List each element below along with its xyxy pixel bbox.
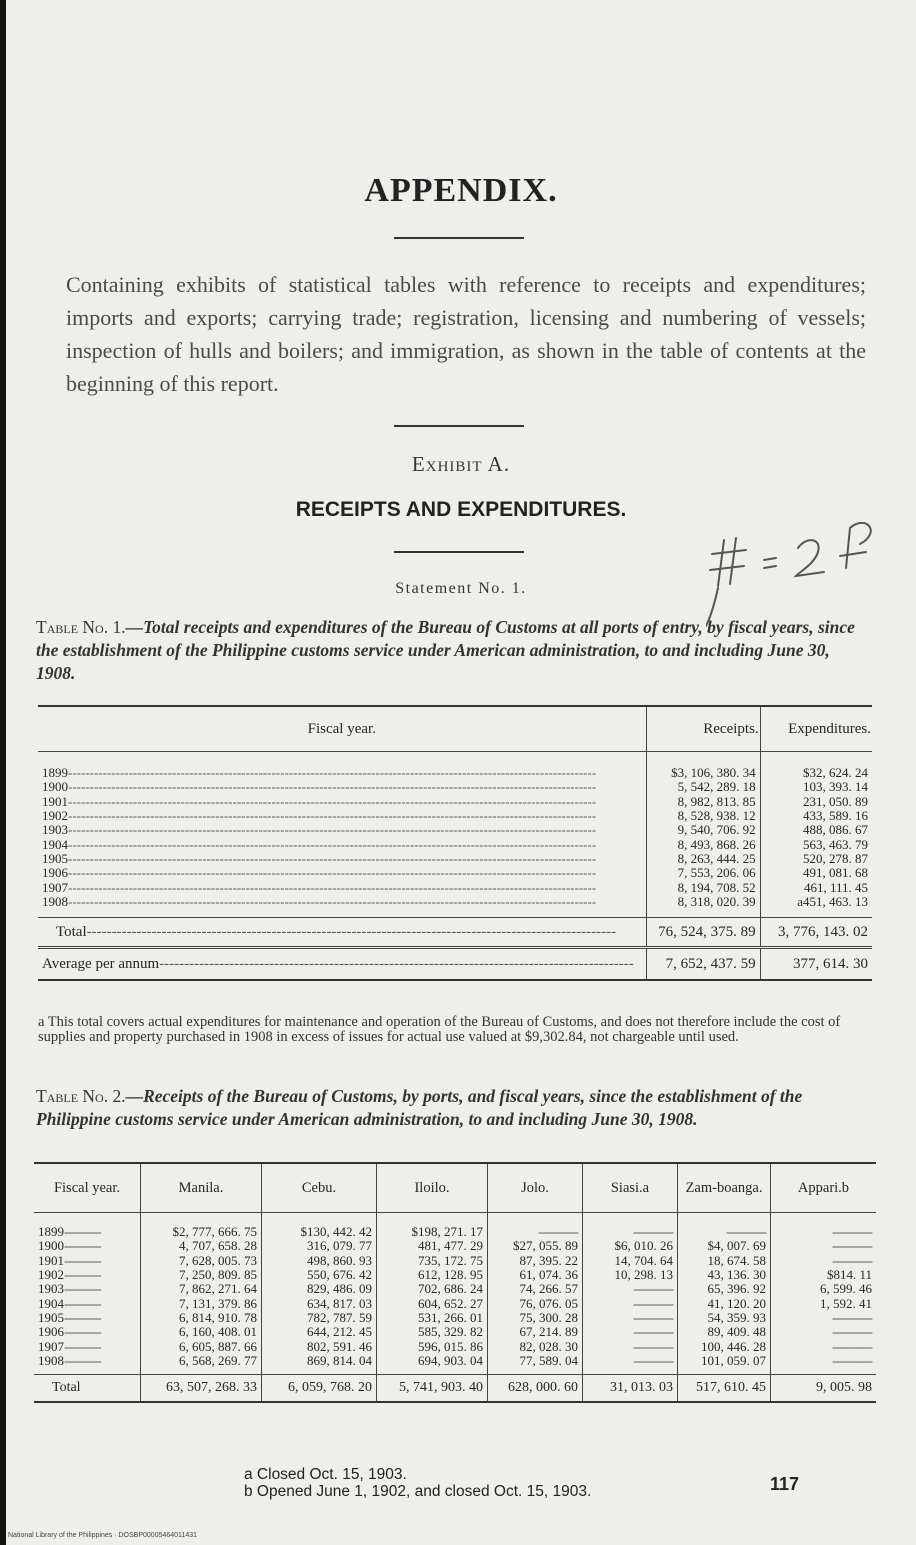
empty-cell-dashes: ------------ [633,1324,673,1340]
table-row [34,1311,876,1325]
manila-cell: 6, 605, 887. 66 [141,1339,262,1353]
year-cell: 1908 [42,893,68,909]
divider [394,237,524,239]
receipts-cell: 9, 540, 706. 92 [646,823,760,837]
table2-caption-text: —Receipts of the Bureau of Customs, by ports, and fiscal years, since the establishment of the Philippine customs service under American administration, to and including June 30, 1908. [36,1086,803,1129]
expenditures-cell: 103, 393. 14 [760,780,872,794]
empty-cell-dashes: ------------ [832,1309,872,1325]
iloilo-cell: 531, 266. 01 [377,1311,488,1325]
header-cebu: Cebu. [262,1163,377,1213]
year-label: 1906 [38,1324,64,1340]
zamboanga-cell: 100, 446. 28 [678,1339,771,1353]
iloilo-cell: 702, 686. 24 [377,1282,488,1296]
year-label: 1905 [38,1309,64,1325]
manila-cell: 6, 568, 269. 77 [141,1354,262,1375]
expenditures-cell: 231, 050. 89 [760,795,872,809]
siasi-cell: $6, 010. 26 [583,1239,678,1253]
table-row: 1901-------------------------------------------------------------------------------------------------------------------------- 8, 982, 813. 85 231, 050. 89 [38,795,872,809]
empty-cell-dashes: ------------ [538,1224,578,1240]
empty-cell-dashes: ------------ [633,1338,673,1354]
table-row: 1904-------------------------------------------------------------------------------------------------------------------------- 8, 493, 868. 26 563, 463. 79 [38,837,872,851]
expenditures-cell: 520, 278. 87 [760,852,872,866]
average-expenditures: 377, 614. 30 [760,947,872,980]
total-row: Total---------------------------------------------------------------------------------------------------------- 76, 524, 375. 89 3, 776, 143. 02 [38,917,872,947]
statement-heading: Statement No. 1. [395,580,527,597]
zamboanga-cell: 54, 359. 93 [678,1311,771,1325]
year-cell: 1903 [42,822,68,838]
appari-cell: $814. 11 [771,1268,877,1282]
siasi-cell [583,1296,678,1310]
header-zamboanga: Zam-boanga. [678,1163,771,1213]
average-receipts: 7, 652, 437. 59 [646,947,760,980]
empty-cell-dashes: ------------ [832,1352,872,1368]
manila-cell: 6, 814, 910. 78 [141,1311,262,1325]
iloilo-cell: 604, 652. 27 [377,1296,488,1310]
cebu-cell: 829, 486. 09 [262,1282,377,1296]
footnote-a: a Closed Oct. 15, 1903. [244,1466,407,1483]
appari-cell [771,1339,877,1353]
header-fiscal-year: Fiscal year. [34,1163,141,1213]
expenditures-cell: 433, 589. 16 [760,809,872,823]
cebu-cell: 498, 860. 93 [262,1254,377,1268]
table-row: 1903-------------------------------------------------------------------------------------------------------------------------- 9, 540, 706. 92 488, 086. 67 [38,823,872,837]
cebu-cell: 634, 817. 03 [262,1296,377,1310]
year-label: 1902 [38,1267,64,1283]
year-cell: 1899----------- [38,1224,101,1240]
siasi-cell: 14, 704. 64 [583,1254,678,1268]
year-cell: 1901----------- [38,1252,101,1268]
iloilo-cell: 694, 903. 04 [377,1354,488,1375]
siasi-cell [583,1311,678,1325]
table-row [34,1282,876,1296]
appari-cell [771,1311,877,1325]
table-row [34,1213,876,1240]
total-manila-cell: 63, 507, 268. 33 [141,1374,262,1402]
empty-cell-dashes: ------------ [633,1224,673,1240]
zamboanga-cell: 101, 059. 07 [678,1354,771,1375]
siasi-cell [583,1213,678,1240]
year-cell: 1903----------- [38,1281,101,1297]
expenditures-cell: 461, 111. 45 [760,880,872,894]
table-row [34,1325,876,1339]
empty-cell-dashes: ------------ [633,1309,673,1325]
document-page [6,0,916,1545]
year-cell: 1900 [42,779,68,795]
receipts-cell: 8, 194, 708. 52 [646,880,760,894]
table-row: 1899-------------------------------------------------------------------------------------------------------------------------- $3, 106, 380. 34 $32, 624. 24 [38,752,872,781]
table-row [34,1239,876,1253]
header-receipts: Receipts. [646,706,760,752]
year-label: 1907 [38,1338,64,1354]
jolo-cell: 87, 395. 22 [488,1254,583,1268]
iloilo-cell: 481, 477. 29 [377,1239,488,1253]
table2-caption [36,1085,866,1131]
table1-caption-label: Table No. 1. [36,617,126,637]
expenditures-cell: $32, 624. 24 [760,752,872,781]
header-iloilo: Iloilo. [377,1163,488,1213]
empty-cell-dashes: ------------ [832,1338,872,1354]
expenditures-cell: 488, 086. 67 [760,823,872,837]
siasi-cell [583,1354,678,1375]
expenditures-cell: a451, 463. 13 [760,895,872,918]
year-cell: 1902 [42,808,68,824]
average-row: Average per annum----------------------------------------------------------------------------------------------- 7, 652, 437. 59 377, 614. 30 [38,947,872,980]
zamboanga-cell [678,1213,771,1240]
cebu-cell: 316, 079. 77 [262,1239,377,1253]
table-row [34,1296,876,1310]
header-jolo: Jolo. [488,1163,583,1213]
table-row: 1907-------------------------------------------------------------------------------------------------------------------------- 8, 194, 708. 52 461, 111. 45 [38,880,872,894]
appari-cell [771,1325,877,1339]
footnote-b: b Opened June 1, 1902, and closed Oct. 15, 1903. [244,1483,592,1500]
page-title: APPENDIX. [364,172,558,209]
manila-cell: 7, 250, 809. 85 [141,1268,262,1282]
year-cell: 1899 [42,765,68,781]
expenditures-cell: 491, 081. 68 [760,866,872,880]
receipts-cell: 8, 263, 444. 25 [646,852,760,866]
table1-caption-text: —Total receipts and expenditures of the Bureau of Customs at all ports of entry, by fiscal years, since the establishment of the Philippine customs service under American administration, to and including June 30, 1908. [36,617,855,683]
appari-cell [771,1354,877,1375]
total-label: Total [34,1374,141,1402]
jolo-cell: 82, 028. 30 [488,1339,583,1353]
jolo-cell: 76, 076. 05 [488,1296,583,1310]
jolo-cell: 61, 074. 36 [488,1268,583,1282]
receipts-cell: 7, 553, 206. 06 [646,866,760,880]
cebu-cell: 869, 814. 04 [262,1354,377,1375]
receipts-cell: 8, 528, 938. 12 [646,809,760,823]
empty-cell-dashes: ------------ [832,1252,872,1268]
receipts-by-port-table [34,1162,876,1403]
appari-cell: 1, 592. 41 [771,1296,877,1310]
manila-cell: 7, 862, 271. 64 [141,1282,262,1296]
table1-footnote: a This total covers actual expenditures for maintenance and operation of the Bureau of Customs, and does not therefore include the cost of supplies and property purchased in 1908 in excess of issues for actual use valued at $9,302.84, not chargeable until used. [38,1014,841,1045]
table-row: 1906-------------------------------------------------------------------------------------------------------------------------- 7, 553, 206. 06 491, 081. 68 [38,866,872,880]
table-row [34,1354,876,1375]
table-row: 1900-------------------------------------------------------------------------------------------------------------------------- 5, 542, 289. 18 103, 393. 14 [38,780,872,794]
year-cell: 1901 [42,793,68,809]
appari-cell [771,1239,877,1253]
year-label: 1901 [38,1252,64,1268]
empty-cell-dashes: ------------ [633,1352,673,1368]
appari-cell [771,1213,877,1240]
appari-cell [771,1254,877,1268]
table2-body [34,1213,876,1402]
header-appari: Appari.b [771,1163,877,1213]
table-row [34,1268,876,1282]
table-row: 1902-------------------------------------------------------------------------------------------------------------------------- 8, 528, 938. 12 433, 589. 16 [38,809,872,823]
header-fiscal-year: Fiscal year. [38,706,646,752]
appari-cell: 6, 599. 46 [771,1282,877,1296]
zamboanga-cell: 43, 136. 30 [678,1268,771,1282]
zamboanga-cell: 18, 674. 58 [678,1254,771,1268]
total-label: Total [56,923,87,940]
siasi-cell [583,1325,678,1339]
receipts-cell: $3, 106, 380. 34 [646,752,760,781]
manila-cell: $2, 777, 666. 75 [141,1213,262,1240]
manila-cell: 7, 628, 005. 73 [141,1254,262,1268]
cebu-cell: 550, 676. 42 [262,1268,377,1282]
average-label: Average per annum [42,955,160,972]
total-appari-cell: 9, 005. 98 [771,1374,877,1402]
table-row [34,1339,876,1353]
zamboanga-cell: $4, 007. 69 [678,1239,771,1253]
manila-cell: 4, 707, 658. 28 [141,1239,262,1253]
receipts-cell: 5, 542, 289. 18 [646,780,760,794]
receipts-cell: 8, 493, 868. 26 [646,837,760,851]
table-row [34,1254,876,1268]
year-cell: 1902----------- [38,1267,101,1283]
receipts-expenditures-table [38,705,872,981]
jolo-cell: 75, 300. 28 [488,1311,583,1325]
zamboanga-cell: 41, 120. 20 [678,1296,771,1310]
iloilo-cell: $198, 271. 17 [377,1213,488,1240]
year-cell: 1907----------- [38,1338,101,1354]
year-cell: 1905 [42,850,68,866]
intro-paragraph: Containing exhibits of statistical tables with reference to receipts and expenditures; imports and exports; carrying trade; registration, licensing and numbering of vessels; inspection of hulls and boilers; and immigration, as shown in the table of contents at the beginning of this report. [66,272,866,396]
empty-cell-dashes: ------------ [633,1295,673,1311]
section-heading: RECEIPTS AND EXPENDITURES. [295,498,627,521]
table2-footnotes [244,1466,591,1500]
handwritten-annotation [706,508,886,628]
year-label: 1903 [38,1281,64,1297]
table-row: 1908-------------------------------------------------------------------------------------------------------------------------- 8, 318, 020. 39 a451, 463. 13 [38,895,872,918]
year-cell: 1906----------- [38,1324,101,1340]
manila-cell: 6, 160, 408. 01 [141,1325,262,1339]
zamboanga-cell: 89, 409. 48 [678,1325,771,1339]
year-label: 1899 [38,1224,64,1240]
year-cell: 1905----------- [38,1309,101,1325]
jolo-cell: 77, 589. 04 [488,1354,583,1375]
siasi-cell [583,1339,678,1353]
empty-cell-dashes: ------------ [633,1281,673,1297]
cebu-cell: $130, 442. 42 [262,1213,377,1240]
total-iloilo-cell: 5, 741, 903. 40 [377,1374,488,1402]
iloilo-cell: 596, 015. 86 [377,1339,488,1353]
header-siasi: Siasi.a [583,1163,678,1213]
zamboanga-cell: 65, 396. 92 [678,1282,771,1296]
siasi-cell [583,1282,678,1296]
iloilo-cell: 585, 329. 82 [377,1325,488,1339]
total-zamboanga-cell: 517, 610. 45 [678,1374,771,1402]
year-cell: 1906 [42,865,68,881]
year-label: 1908 [38,1352,64,1368]
exhibit-heading: Exhibit A. [411,452,511,476]
iloilo-cell: 735, 172. 75 [377,1254,488,1268]
year-cell: 1900----------- [38,1238,101,1254]
table-row: 1905-------------------------------------------------------------------------------------------------------------------------- 8, 263, 444. 25 520, 278. 87 [38,852,872,866]
receipts-cell: 8, 982, 813. 85 [646,795,760,809]
manila-cell: 7, 131, 379. 86 [141,1296,262,1310]
divider [394,551,524,553]
year-cell: 1904----------- [38,1295,101,1311]
total-row [34,1374,876,1402]
year-cell: 1907 [42,879,68,895]
header-manila: Manila. [141,1163,262,1213]
table1-caption [36,616,866,685]
empty-cell-dashes: ------------ [832,1324,872,1340]
empty-cell-dashes: ------------ [726,1224,766,1240]
library-credit: National Library of the Philippines · DOSBP00005464011431 [8,1532,197,1539]
cebu-cell: 802, 591. 46 [262,1339,377,1353]
total-receipts: 76, 524, 375. 89 [646,917,760,947]
jolo-cell: 74, 266. 57 [488,1282,583,1296]
jolo-cell: $27, 055. 89 [488,1239,583,1253]
jolo-cell [488,1213,583,1240]
receipts-cell: 8, 318, 020. 39 [646,895,760,918]
jolo-cell: 67, 214. 89 [488,1325,583,1339]
expenditures-cell: 563, 463. 79 [760,837,872,851]
table2-caption-label: Table No. 2. [36,1086,126,1106]
cebu-cell: 782, 787. 59 [262,1311,377,1325]
total-cebu-cell: 6, 059, 768. 20 [262,1374,377,1402]
year-label: 1900 [38,1238,64,1254]
divider [394,425,524,427]
total-siasi-cell: 31, 013. 03 [583,1374,678,1402]
total-expenditures: 3, 776, 143. 02 [760,917,872,947]
siasi-cell: 10, 298. 13 [583,1268,678,1282]
header-expenditures: Expenditures. [760,706,872,752]
page-number: 117 [770,1474,800,1494]
cebu-cell: 644, 212. 45 [262,1325,377,1339]
year-cell: 1908----------- [38,1352,101,1368]
empty-cell-dashes: ------------ [832,1238,872,1254]
year-label: 1904 [38,1295,64,1311]
year-cell: 1904 [42,836,68,852]
total-jolo-cell: 628, 000. 60 [488,1374,583,1402]
empty-cell-dashes: ------------ [832,1224,872,1240]
iloilo-cell: 612, 128. 95 [377,1268,488,1282]
